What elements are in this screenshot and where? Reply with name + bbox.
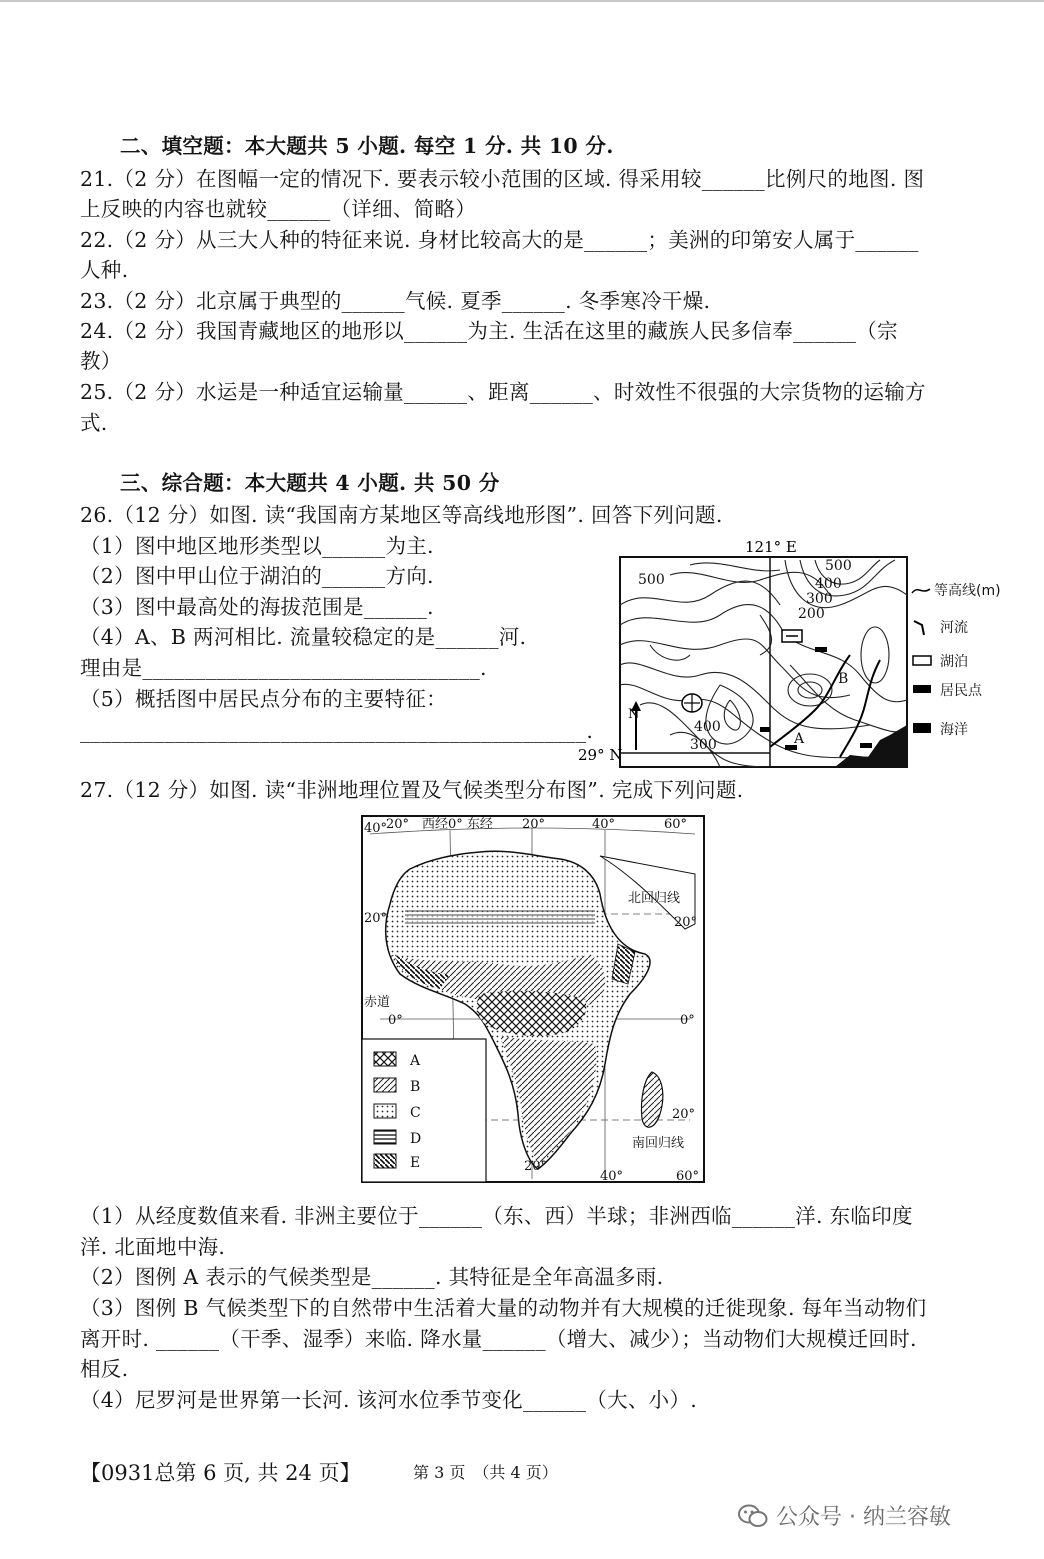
- north-label: N: [628, 707, 640, 722]
- q21-line2: 上反映的内容也就较______（详细、简略）: [80, 197, 477, 221]
- q27-sub1-line1: （1）从经度数值来看. 非洲主要位于______（东、西）半球；非洲西临______洋. 东临印度: [80, 1204, 913, 1228]
- contour-label: 300: [806, 591, 833, 607]
- africa-lon-label: 60°: [676, 1169, 700, 1184]
- africa-lon-label: 20°: [522, 817, 546, 832]
- river-label-b: B: [838, 671, 849, 687]
- q21-line1: 21.（2 分）在图幅一定的情况下. 要表示较小范围的区域. 得采用较______比例尺的地图. 图: [80, 167, 925, 191]
- q27-sub3-line3: 相反.: [80, 1357, 129, 1381]
- tropic-cancer-label: 北回归线: [628, 891, 681, 906]
- africa-lat-label: 0°: [388, 1013, 403, 1028]
- q26-sub1: （1）图中地区地形类型以______为主.: [80, 534, 434, 558]
- contour-label: 200: [798, 606, 825, 622]
- africa-lat-label: 20°: [364, 911, 388, 926]
- watermark-text: 公众号 · 纳兰容敏: [776, 1505, 951, 1530]
- latitude-label: 29° N: [578, 746, 623, 764]
- legend-river: 河流: [940, 620, 968, 636]
- q22-line1: 22.（2 分）从三大人种的特征来说. 身材比较高大的是______；美洲的印第安人属于______: [80, 228, 919, 252]
- q27-sub3-line1: （3）图例 B 气候类型下的自然带中生活着大量的动物并有大规模的迁徙现象. 每年当动物们: [80, 1296, 927, 1320]
- africa-lon-label: 20°: [524, 1159, 548, 1174]
- footer-page-number: 第 3 页 （共 4 页）: [413, 1463, 558, 1482]
- legend-contour: 等高线(m): [934, 583, 1001, 599]
- q27-sub2: （2）图例 A 表示的气候类型是______. 其特征是全年高温多雨.: [80, 1265, 664, 1289]
- africa-lat-label: 20°: [674, 915, 698, 930]
- section3-heading: 三、综合题：本大题共 4 小题. 共 50 分: [120, 471, 500, 495]
- africa-lat-label: 20°: [672, 1107, 696, 1122]
- q26-reason: 理由是________________________________.: [80, 656, 487, 680]
- q26-sub3: （3）图中最高处的海拔范围是______.: [80, 595, 434, 619]
- longitude-label: 121° E: [745, 538, 797, 556]
- top-border: [0, 0, 1044, 2]
- q25-line2: 式.: [80, 411, 108, 435]
- q25-line1: 25.（2 分）水运是一种适宜运输量______、距离______、时效性不很强的大宗货物的运输方: [80, 380, 926, 404]
- legend-c: C: [410, 1105, 421, 1121]
- tropic-capricorn-label: 南回归线: [632, 1136, 685, 1151]
- q23-line: 23.（2 分）北京属于典型的______气候. 夏季______. 冬季寒冷干燥.: [80, 289, 711, 313]
- footer-total-page: 【0931总第 6 页, 共 24 页】: [80, 1461, 361, 1485]
- legend-e: E: [410, 1155, 421, 1171]
- q26-sub2: （2）图中甲山位于湖泊的______方向.: [80, 564, 434, 588]
- river-label-a: A: [794, 731, 805, 747]
- africa-lat-label: 0°: [680, 1013, 695, 1028]
- q27-intro: 27.（12 分）如图. 读“非洲地理位置及气候类型分布图”. 完成下列问题.: [80, 778, 744, 802]
- africa-lon-label: 西经0° 东经: [422, 817, 493, 832]
- section2-heading: 二、填空题：本大题共 5 小题. 每空 1 分. 共 10 分.: [120, 134, 614, 158]
- equator-label: 赤道: [364, 995, 391, 1010]
- legend-b: B: [410, 1079, 421, 1095]
- q26-sub5: （5）概括图中居民点分布的主要特征：: [80, 687, 447, 711]
- africa-lon-label: 20°: [386, 817, 410, 832]
- africa-climate-map: [360, 814, 706, 1184]
- africa-lon-label: 40°: [592, 817, 616, 832]
- contour-label: 500: [638, 572, 665, 588]
- q24-line2: 教）: [80, 349, 122, 373]
- contour-label: 400: [694, 719, 721, 735]
- africa-lon-label: 40°: [600, 1169, 624, 1184]
- contour-map: [578, 535, 1030, 775]
- legend-ocean: 海洋: [940, 722, 968, 738]
- legend-lake: 湖泊: [940, 654, 968, 670]
- contour-label: 300: [690, 737, 717, 753]
- africa-lon-label: 40°: [364, 821, 388, 836]
- contour-label: 500: [825, 558, 852, 574]
- legend-settlement: 居民点: [940, 683, 982, 699]
- q26-sub4: （4）A、B 两河相比. 流量较稳定的是______河.: [80, 625, 527, 649]
- q26-intro: 26.（12 分）如图. 读“我国南方某地区等高线地形图”. 回答下列问题.: [80, 503, 723, 527]
- q27-sub4: （4）尼罗河是世界第一长河. 该河水位季节变化______（大、小）.: [80, 1388, 698, 1412]
- legend-a: A: [410, 1053, 421, 1069]
- legend-d: D: [410, 1131, 422, 1147]
- contour-label: 400: [815, 576, 842, 592]
- q26-answer-line: ________________________________________________.: [80, 719, 594, 743]
- wechat-icon: [738, 1503, 768, 1529]
- q24-line1: 24.（2 分）我国青藏地区的地形以______为主. 生活在这里的藏族人民多信奉______（宗: [80, 319, 898, 343]
- africa-lon-label: 60°: [664, 817, 688, 832]
- q22-line2: 人种.: [80, 258, 129, 282]
- watermark: [738, 1500, 951, 1531]
- q27-sub3-line2: 离开时. ______（干季、湿季）来临. 降水量______（增大、减少）；当动物们大规模迁回时.: [80, 1327, 917, 1351]
- q27-sub1-line2: 洋. 北面地中海.: [80, 1235, 226, 1259]
